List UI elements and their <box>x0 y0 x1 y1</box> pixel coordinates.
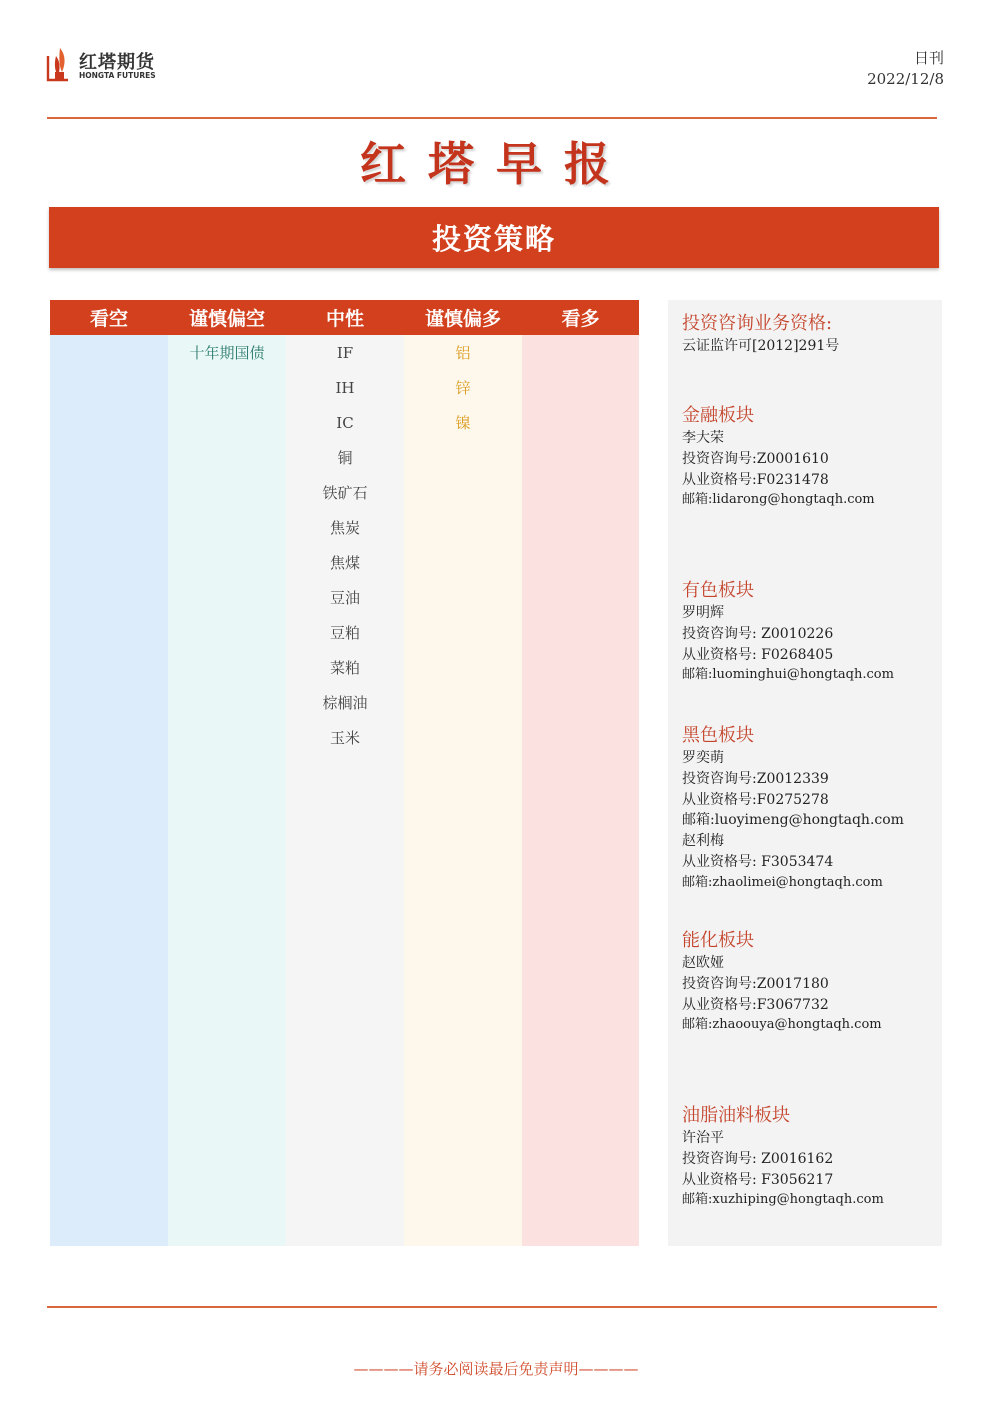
advisory-number: 投资咨询号: Z0016162 <box>682 1150 834 1167</box>
list-item: 镍 <box>455 414 471 432</box>
qualification-text: 云证监许可[2012]291号 <box>682 338 840 354</box>
license-number: 从业资格号:F0275278 <box>682 791 829 808</box>
column-body <box>168 335 286 1246</box>
list-item: 铜 <box>337 449 353 467</box>
column-header: 谨慎偏空 <box>168 300 286 335</box>
column-bearish <box>50 300 168 1246</box>
column-header: 谨慎偏多 <box>404 300 522 335</box>
column-neutral <box>286 300 404 1246</box>
advisory-number: 投资咨询号: Z0010226 <box>682 625 834 642</box>
column-header: 中性 <box>286 300 404 335</box>
email-link[interactable]: 邮箱:luoyimeng@hongtaqh.com <box>682 812 904 829</box>
column-body <box>50 335 168 1246</box>
list-item: 棕榈油 <box>322 694 368 712</box>
report-date: 2022/12/8 <box>867 70 944 88</box>
analyst-name: 赵欧娅 <box>682 955 724 971</box>
strategy-table <box>50 300 639 1246</box>
disclaimer-note: ————请务必阅读最后免责声明———— <box>353 1360 639 1378</box>
section-banner <box>49 207 939 268</box>
analyst-name: 许治平 <box>682 1130 724 1146</box>
column-body <box>404 335 522 1246</box>
license-number: 从业资格号: F3056217 <box>682 1171 834 1188</box>
advisory-number: 投资咨询号:Z0001610 <box>682 450 829 467</box>
section-energy-chemicals <box>682 929 882 1036</box>
analyst-name: 李大荣 <box>682 430 724 446</box>
section-nonferrous <box>682 579 894 686</box>
section-title: 能化板块 <box>682 930 754 951</box>
email-link[interactable]: 邮箱:luominghui@hongtaqh.com <box>682 667 894 683</box>
tower-logo-icon <box>46 46 76 82</box>
list-item: 锌 <box>455 379 471 397</box>
list-item: 十年期国债 <box>189 344 265 362</box>
top-divider <box>47 117 937 119</box>
column-header: 看多 <box>522 300 639 335</box>
column-bullish <box>522 300 639 1246</box>
list-item: 铝 <box>455 344 471 362</box>
column-cautious-bearish <box>168 300 286 1246</box>
list-item: 豆粕 <box>329 624 360 642</box>
analyst-name: 罗奕萌 <box>682 750 724 766</box>
email-link[interactable]: 邮箱:xuzhiping@hongtaqh.com <box>682 1192 884 1208</box>
qualification-title: 投资咨询业务资格: <box>682 313 833 334</box>
list-item: 菜粕 <box>329 659 360 677</box>
advisory-number: 投资咨询号:Z0012339 <box>682 770 829 787</box>
column-header: 看空 <box>50 300 168 335</box>
analyst-name: 罗明辉 <box>682 605 724 621</box>
bottom-divider <box>47 1306 937 1308</box>
analyst-name: 赵利梅 <box>682 833 724 850</box>
list-item: 铁矿石 <box>322 484 368 502</box>
list-item: IC <box>336 414 354 432</box>
license-number: 从业资格号: F0268405 <box>682 646 834 663</box>
list-item: 焦炭 <box>329 519 360 537</box>
section-title: 金融板块 <box>682 405 754 426</box>
license-number: 从业资格号:F3067732 <box>682 996 829 1013</box>
logo-chinese-name: 红塔期货 <box>79 52 155 73</box>
column-cautious-bullish <box>404 300 522 1246</box>
list-item: IH <box>335 379 355 397</box>
report-meta <box>867 48 944 90</box>
license-number: 从业资格号: F3053474 <box>682 853 834 870</box>
qualification-block <box>682 312 839 357</box>
section-finance <box>682 404 875 511</box>
section-title: 有色板块 <box>682 580 754 601</box>
list-item: 豆油 <box>329 589 360 607</box>
list-item: 焦煤 <box>329 554 360 572</box>
section-title: 油脂油料板块 <box>682 1105 790 1126</box>
email-link[interactable]: 邮箱:zhaoouya@hongtaqh.com <box>682 1017 882 1033</box>
license-number: 从业资格号:F0231478 <box>682 471 829 488</box>
column-body <box>522 335 639 1246</box>
logo-english-name: HONGTA FUTURES <box>79 71 156 80</box>
banner-text: 投资策略 <box>431 222 556 256</box>
email-link[interactable]: 邮箱:zhaolimei@hongtaqh.com <box>682 874 883 890</box>
section-oils-oilseeds <box>682 1104 884 1211</box>
report-type: 日刊 <box>913 49 944 67</box>
list-item: IF <box>336 344 354 362</box>
analyst-sidebar <box>668 300 942 1246</box>
list-item: 玉米 <box>329 729 360 747</box>
section-title: 黑色板块 <box>682 725 754 746</box>
page-title: 红塔早报 <box>360 137 632 191</box>
advisory-number: 投资咨询号:Z0017180 <box>682 975 829 992</box>
company-logo <box>46 42 176 86</box>
email-link[interactable]: 邮箱:lidarong@hongtaqh.com <box>682 492 875 508</box>
section-ferrous <box>682 724 904 894</box>
